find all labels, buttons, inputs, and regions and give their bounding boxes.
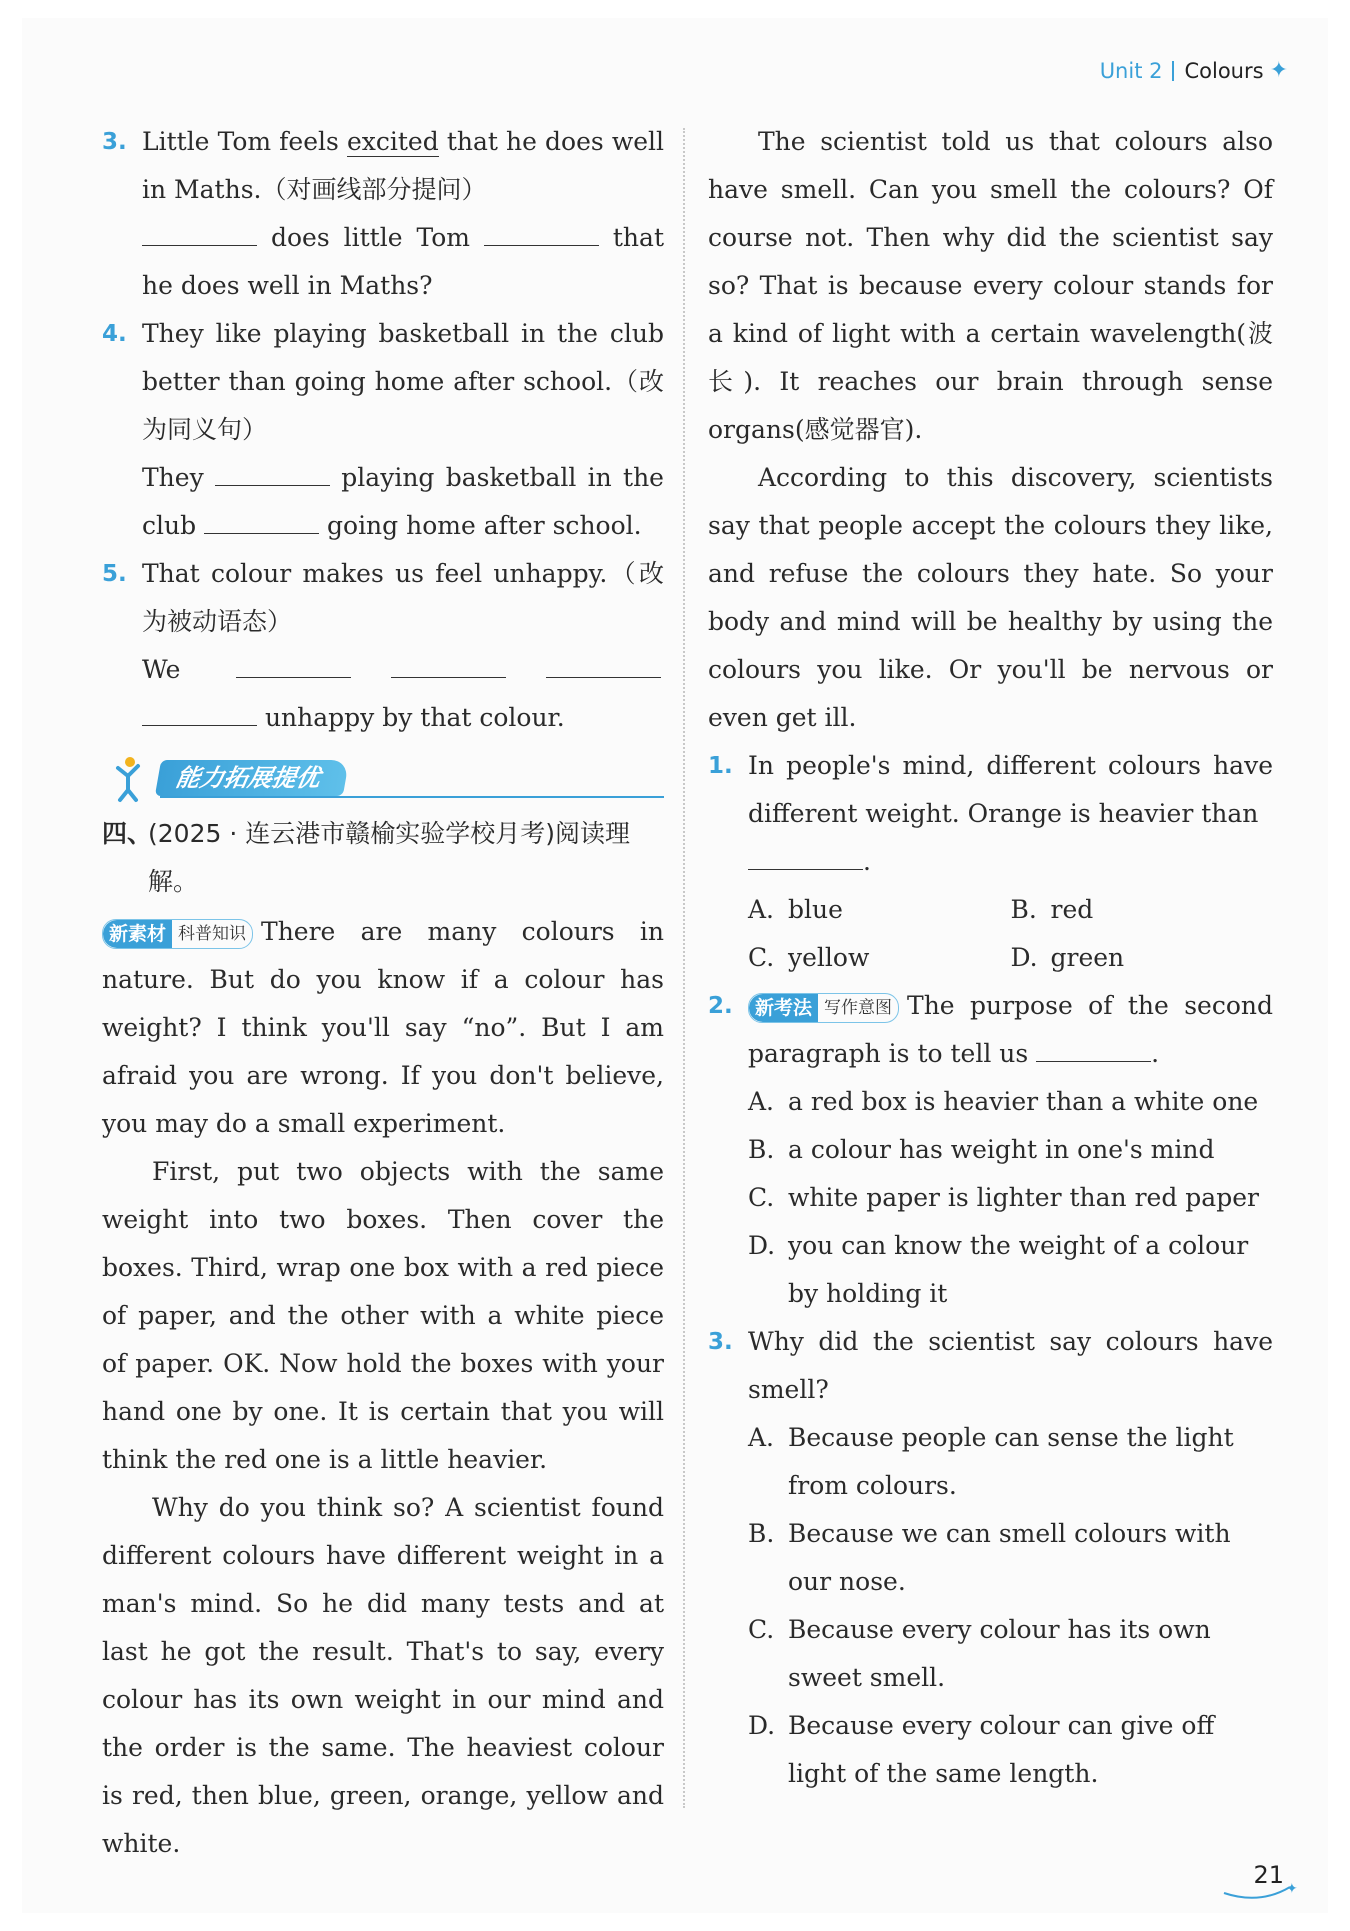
- option-b[interactable]: B. Because we can smell colours with our nose.: [748, 1519, 1231, 1596]
- option-d[interactable]: D. you can know the weight of a colour by holding it: [748, 1231, 1249, 1308]
- options-row: [748, 934, 1273, 982]
- option-d[interactable]: D. green: [1010, 943, 1125, 972]
- question-text: In people's mind, different colours have different weight. Orange is heavier than: [748, 751, 1273, 828]
- question-text: Little Tom feels excited that he does well in Maths.（对画线部分提问）: [142, 127, 664, 204]
- question-3: [102, 118, 664, 310]
- question-5: [102, 550, 664, 742]
- answer-blank[interactable]: [546, 649, 661, 678]
- passage-paragraph-3: Why do you think so? A scientist found different colours have different weight in a man's mind. So he did many tests and at last he got the result. That's to say, every colour has its own weight in our mind and the order is the same. The heaviest colour is red, then blue, green, orange, yellow and white.: [102, 1493, 664, 1858]
- option-a[interactable]: A. Because people can sense the light from colours.: [748, 1423, 1234, 1500]
- new-method-tag: 新考法 写作意图: [748, 993, 899, 1023]
- answer-line: unhappy by that colour.: [142, 694, 664, 742]
- option-b[interactable]: B. a colour has weight in one's mind: [748, 1135, 1215, 1164]
- reading-question-2: [708, 982, 1273, 1318]
- question-text: They like playing basketball in the club better than going home after school.（改为同义句）: [142, 319, 664, 444]
- svg-text:✦: ✦: [1286, 1881, 1298, 1897]
- answer-blank[interactable]: [236, 649, 351, 678]
- answer-blank[interactable]: [204, 505, 319, 534]
- reading-question-1: [708, 742, 1273, 982]
- question-number: 5.: [102, 561, 127, 587]
- section-banner: [102, 752, 664, 806]
- unit-title: Colours: [1184, 58, 1264, 83]
- passage-paragraph-5: According to this discovery, scientists say that people accept the colours they like, and refuse the colours they hate. So your body and mind will be healthy by using the colours you like. Or you'll be nervous or even get ill.: [708, 463, 1273, 732]
- underlined-word: excited: [346, 127, 439, 156]
- option-a[interactable]: A. a red box is heavier than a white one: [748, 1087, 1259, 1116]
- question-text: Why did the scientist say colours have smell?: [748, 1327, 1273, 1404]
- column-divider: [683, 128, 685, 1808]
- answer-line: does little Tom that he does well in Maths?: [142, 214, 664, 310]
- answer-line: They playing basketball in the club going home after school.: [142, 454, 664, 550]
- right-column: [708, 118, 1273, 1798]
- option-b[interactable]: B. red: [1010, 895, 1094, 924]
- question-number: 2.: [708, 993, 733, 1019]
- new-material-tag: 新素材 科普知识: [102, 919, 253, 949]
- question-number: 1.: [708, 753, 733, 779]
- option-d[interactable]: D. Because every colour can give off light of the same length.: [748, 1711, 1215, 1788]
- runner-figure-icon: [108, 754, 148, 804]
- answer-blank[interactable]: [748, 841, 863, 870]
- reading-question-3: [708, 1318, 1273, 1798]
- page-header: [1100, 58, 1288, 83]
- section-heading: [102, 810, 664, 906]
- header-separator: [1172, 61, 1174, 81]
- answer-blank[interactable]: [1036, 1033, 1151, 1062]
- question-text: That colour makes us feel unhappy.（改为被动语态）: [142, 559, 664, 636]
- answer-line: .: [748, 838, 1273, 886]
- option-a[interactable]: A. blue: [748, 895, 843, 924]
- banner-underline: [160, 796, 664, 798]
- question-number: 3.: [102, 129, 127, 155]
- left-column: [102, 118, 664, 1868]
- sparkle-icon: ✦: [1269, 58, 1288, 83]
- question-number: 4.: [102, 321, 127, 347]
- answer-blank[interactable]: [484, 217, 599, 246]
- question-text: 新考法 写作意图 The purpose of the second paragraph is to tell us .: [748, 991, 1273, 1068]
- option-c[interactable]: C. white paper is lighter than red paper: [748, 1183, 1259, 1212]
- question-4: [102, 310, 664, 550]
- passage-paragraph-2: First, put two objects with the same weight into two boxes. Then cover the boxes. Third, wrap one box with a red piece of paper, and the other with a white piece of paper. OK. Now hold the boxes with your hand one by one. It is certain that you will think the red one is a little heavier.: [102, 1157, 664, 1474]
- answer-blank[interactable]: [391, 649, 506, 678]
- page-number: 21: [1253, 1861, 1284, 1889]
- answer-blank[interactable]: [142, 217, 257, 246]
- answer-line: We: [142, 646, 664, 694]
- option-c[interactable]: C. yellow: [748, 943, 870, 972]
- unit-label: Unit 2: [1099, 58, 1163, 83]
- section-label: 四、: [102, 819, 153, 848]
- banner-title: 能力拓展提优: [155, 760, 349, 796]
- section-title: (2025 · 连云港市赣榆实验学校月考)阅读理解。: [148, 819, 630, 896]
- answer-blank[interactable]: [142, 697, 257, 726]
- options-row: [748, 886, 1273, 934]
- passage-paragraph-1: 新素材 科普知识 There are many colours in nature. But do you know if a colour has weight? I think you'll say “no”. But I am afraid you are wrong. If you don't believe, you may do a small experiment.: [102, 917, 664, 1138]
- passage-paragraph-4: The scientist told us that colours also have smell. Can you smell the colours? Of course not. Then why did the scientist say so? That is because every colour stands for a kind of light with a certain wavelength(波长). It reaches our brain through sense organs(感觉器官).: [708, 127, 1273, 444]
- option-c[interactable]: C. Because every colour has its own sweet smell.: [748, 1615, 1211, 1692]
- answer-blank[interactable]: [215, 457, 330, 486]
- question-number: 3.: [708, 1329, 733, 1355]
